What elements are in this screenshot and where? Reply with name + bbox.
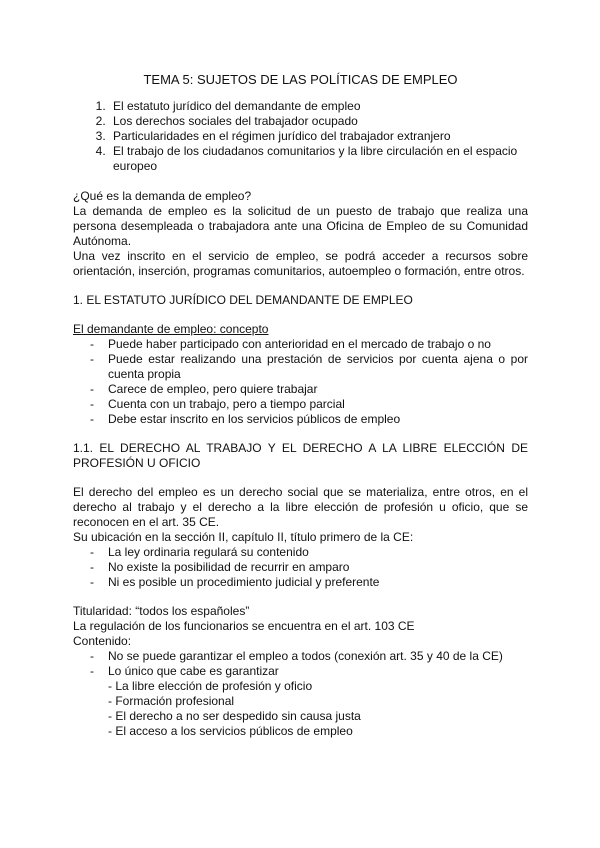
toc-item: 4. El trabajo de los ciudadanos comunitarios y la libre circulación en el espacio europeo xyxy=(109,144,528,174)
subheading: El demandante de empleo: concepto xyxy=(73,322,269,336)
section-heading: 1. EL ESTATUTO JURÍDICO DEL DEMANDANTE DE EMPLEO xyxy=(73,293,413,307)
sub-item: - El acceso a los servicios públicos de empleo xyxy=(108,724,353,738)
section-heading: 1.1. EL DERECHO AL TRABAJO Y EL DERECHO A LA LIBRE ELECCIÓN DE PROFESIÓN U OFICIO xyxy=(73,441,528,470)
ubicacion-list xyxy=(73,545,528,590)
list-item: - Carece de empleo, pero quiere trabajar xyxy=(73,382,528,397)
contenido-label: Contenido: xyxy=(73,634,132,648)
intro-paragraph: Una vez inscrito en el servicio de empleo, se podrá acceder a recursos sobre orientación, inserción, programas comunitarios, autoempleo o formación, entre otros. xyxy=(73,249,528,278)
list-item: - No existe la posibilidad de recurrir en amparo xyxy=(73,560,528,575)
toc-item: 1. El estatuto jurídico del demandante de empleo xyxy=(109,99,528,114)
list-item: - Ni es posible un procedimiento judicial y preferente xyxy=(73,575,528,590)
list-item: - Lo único que cabe es garantizar xyxy=(73,664,528,679)
sub-list xyxy=(73,679,528,739)
contenido-list xyxy=(73,649,528,679)
document-page xyxy=(73,72,528,739)
table-of-contents xyxy=(73,99,528,174)
sub-item: - Formación profesional xyxy=(108,694,235,708)
toc-item: 2. Los derechos sociales del trabajador ocupado xyxy=(109,114,528,129)
toc-item: 3. Particularidades en el régimen jurídico del trabajador extranjero xyxy=(109,129,528,144)
document-title: TEMA 5: SUJETOS DE LAS POLÍTICAS DE EMPLEO xyxy=(143,72,458,87)
list-item: - Puede estar realizando una prestación de servicios por cuenta ajena o por cuenta propia xyxy=(73,352,528,382)
list-item: - Cuenta con un trabajo, pero a tiempo parcial xyxy=(73,397,528,412)
sub-item: - El derecho a no ser despedido sin causa justa xyxy=(108,709,361,723)
sub-item: - La libre elección de profesión y oficio xyxy=(108,679,313,693)
list-item: - La ley ordinaria regulará su contenido xyxy=(73,545,528,560)
list-item: - No se puede garantizar el empleo a todos (conexión art. 35 y 40 de la CE) xyxy=(73,649,528,664)
intro-paragraph: La demanda de empleo es la solicitud de un puesto de trabajo que realiza una persona desempleada o trabajadora ante una Oficina de Empleo de su Comunidad Autónoma. xyxy=(73,204,528,248)
titularidad: Titularidad: “todos los españoles” xyxy=(73,604,250,618)
list-item: - Puede haber participado con anterioridad en el mercado de trabajo o no xyxy=(73,337,528,352)
paragraph: El derecho del empleo es un derecho social que se materializa, entre otros, en el derecho al trabajo y el derecho a la libre elección de profesión u oficio, que se reconocen en el art. 35 CE. xyxy=(73,485,528,529)
concept-list xyxy=(73,337,528,427)
intro-question: ¿Qué es la demanda de empleo? xyxy=(73,189,252,203)
list-item: - Debe estar inscrito en los servicios públicos de empleo xyxy=(73,412,528,427)
regulacion: La regulación de los funcionarios se encuentra en el art. 103 CE xyxy=(73,619,415,633)
paragraph: Su ubicación en la sección II, capítulo II, título primero de la CE: xyxy=(73,530,414,544)
